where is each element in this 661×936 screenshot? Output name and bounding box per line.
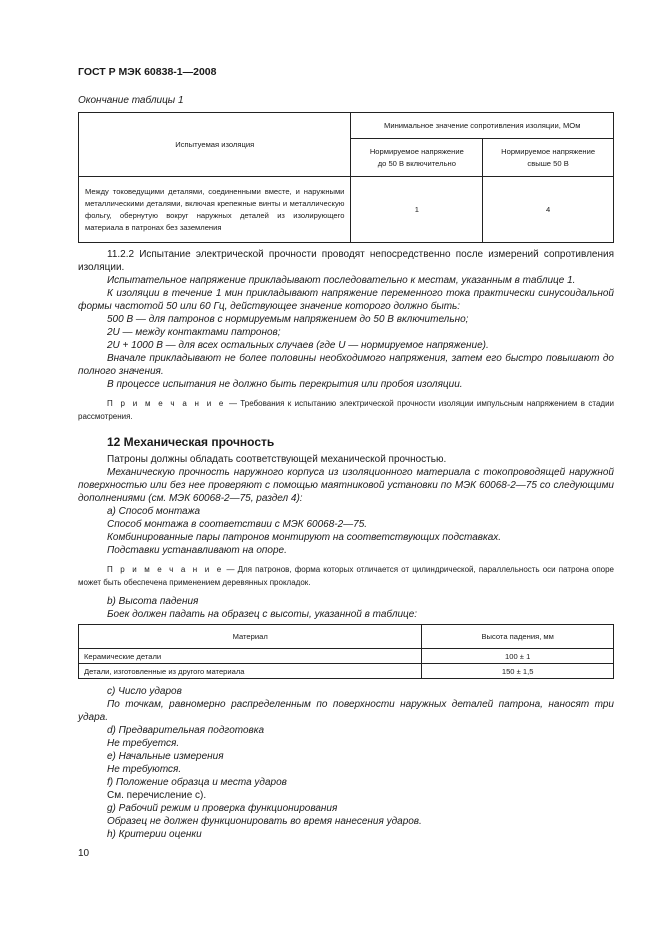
- table1-head-voltage-over-50: [483, 139, 614, 177]
- table2-head-material: Материал: [79, 625, 422, 649]
- mechanical-strength-section: [78, 436, 614, 621]
- note: [78, 397, 614, 423]
- paragraph: 2U + 1000 В — для всех остальных случаев (где U — нормируемое напряжение).: [107, 340, 489, 351]
- paragraph: В процессе испытания не должно быть перекрытия или пробоя изоляции.: [107, 379, 463, 390]
- document-header: ГОСТ Р МЭК 60838-1—2008: [78, 66, 217, 78]
- note-text: — Для патронов, форма которых отличается от цилиндрической, параллельность оси патрона опоре может быть обеспечена применением деревянных прокладок.: [78, 565, 615, 587]
- paragraph: Вначале прикладывают не более половины необходимого напряжения, затем его быстро повышают до полного значения.: [78, 353, 614, 377]
- table2-height-cell: 100 ± 1: [422, 649, 614, 664]
- paragraph: 11.2.2 Испытание электрической прочности проводят непосредственно после измерений сопротивления изоляции.: [78, 249, 614, 273]
- table1-row-description: Между токоведущими деталями, соединенными вместе, и наружными металлическими деталями, включая крепежные винты и металлическую фольгу, обернутую вокруг наружных деталей из изолирующего материала в патронах без заземления: [79, 177, 351, 243]
- page-number: 10: [78, 848, 90, 859]
- list-item-e-title: е) Начальные измерения: [107, 751, 224, 762]
- table1-row-value-1: 1: [351, 177, 483, 243]
- impact-test-list: [78, 685, 614, 841]
- dielectric-strength-section: [78, 248, 614, 423]
- list-item-b-title: b) Высота падения: [107, 596, 199, 607]
- table1-head-min-resistance: Минимальное значение сопротивления изоляции, МОм: [351, 113, 614, 139]
- list-item-h-title: h) Критерии оценки: [107, 829, 202, 840]
- paragraph: По точкам, равномерно распределенным по поверхности наружных деталей патрона, наносят три удара.: [78, 699, 614, 723]
- list-item-g-title: g) Рабочий режим и проверка функционирования: [107, 803, 338, 814]
- table1-head-sub1-line2: до 50 В включительно: [377, 158, 456, 168]
- paragraph: Не требуется.: [107, 738, 180, 749]
- note-label: П р и м е ч а н и е: [107, 399, 226, 408]
- table1-head-sub1-line1: Нормируемое напряжение: [369, 146, 464, 156]
- note: [78, 563, 614, 589]
- table1-caption: Окончание таблицы 1: [78, 95, 184, 106]
- table1-head-tested-insulation: Испытуемая изоляция: [79, 113, 351, 177]
- table-row: [79, 664, 614, 679]
- section-heading: 12 Механическая прочность: [107, 435, 275, 449]
- table2-material-cell: Керамические детали: [79, 649, 422, 664]
- note-label: П р и м е ч а н и е: [107, 565, 224, 574]
- insulation-resistance-table: [78, 112, 614, 243]
- paragraph: 2U — между контактами патронов;: [107, 327, 281, 338]
- table2-head-drop-height: Высота падения, мм: [422, 625, 614, 649]
- paragraph: Механическую прочность наружного корпуса из изоляционного материала с токопроводящей наружной поверхностью или без нее проверяют с помощью маятниковой установки по МЭК 60068-2—75 со следующими дополнениями (см. МЭК 60068-2—75, раздел 4):: [78, 467, 614, 504]
- table1-head-voltage-up-to-50: [351, 139, 483, 177]
- list-item-a-title: а) Способ монтажа: [107, 506, 201, 517]
- table1-head-sub2-line1: Нормируемое напряжение: [501, 146, 596, 156]
- drop-height-table: [78, 624, 614, 679]
- list-item-c-title: с) Число ударов: [107, 686, 182, 697]
- paragraph: Способ монтажа в соответствии с МЭК 60068-2—75.: [107, 519, 368, 530]
- note-text: — Требования к испытанию электрической прочности изоляции импульсным напряжением в стадии рассмотрения.: [78, 399, 615, 421]
- paragraph: 500 В — для патронов с нормируемым напряжением до 50 В включительно;: [107, 314, 469, 325]
- table1-row-value-2: 4: [483, 177, 614, 243]
- table1-head-sub2-line2: свыше 50 В: [527, 158, 569, 168]
- paragraph: Образец не должен функционировать во время нанесения ударов.: [107, 816, 422, 827]
- paragraph: Не требуются.: [107, 764, 182, 775]
- paragraph: Комбинированные пары патронов монтируют на соответствующих подставках.: [107, 532, 502, 543]
- paragraph: См. перечисление с).: [107, 790, 207, 801]
- paragraph: Испытательное напряжение прикладывают последовательно к местам, указанным в таблице 1.: [107, 275, 576, 286]
- paragraph: Боек должен падать на образец с высоты, указанной в таблице:: [107, 609, 418, 620]
- paragraph: Патроны должны обладать соответствующей механической прочностью.: [107, 454, 447, 465]
- list-item-d-title: d) Предварительная подготовка: [107, 725, 265, 736]
- table-row: [79, 649, 614, 664]
- list-item-f-title: f) Положение образца и места ударов: [107, 777, 287, 788]
- table2-height-cell: 150 ± 1,5: [422, 664, 614, 679]
- paragraph: К изоляции в течение 1 мин прикладывают напряжение переменного тока практически синусоидальной формы частотой 50 или 60 Гц, действующее значение которого должно быть:: [78, 288, 614, 312]
- table2-material-cell: Детали, изготовленные из другого материала: [79, 664, 422, 679]
- paragraph: Подставки устанавливают на опоре.: [107, 545, 287, 556]
